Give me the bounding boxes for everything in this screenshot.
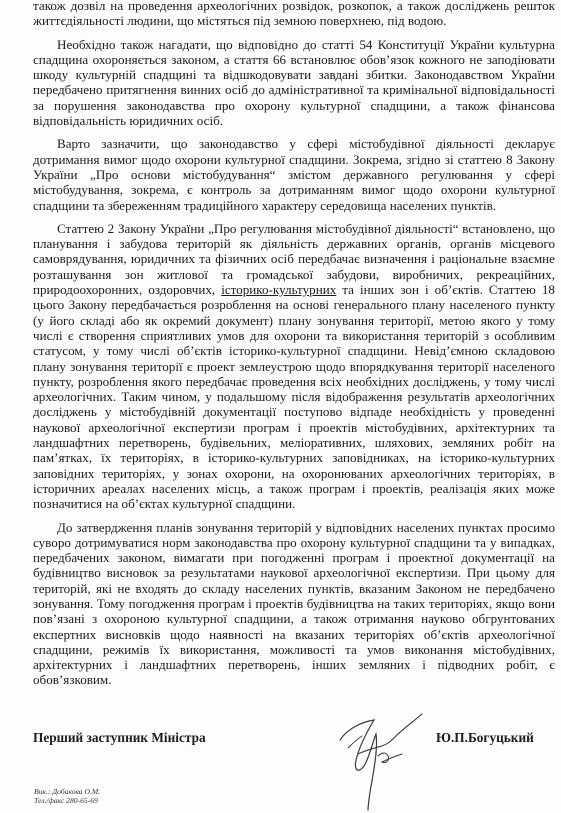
paragraph-4-part-a: Статтею 2 Закону України „Про регулювання містобудівної діяльності“ встановлено, що планування і забудова територій як діяльність державних органів, органів місцевого самоврядування, юридичних та фізичних осіб передбачає визначення і раціональне взаємне розташування зон житлової та громадської забудови, виробничих, рекреаційних, природоохоронних, оздоровчих, — [33, 220, 555, 298]
paragraph-1: також дозвіл на проведення археологічних розвідок, розкопок, а також досліджень решток життєдіяльності людини, що містяться під земною поверхнею, під водою. — [33, 0, 555, 29]
signatory-title: Перший заступник Міністра — [33, 730, 206, 745]
paragraph-4-part-b: та інших зон і об’єктів. Статтею 18 цього Закону передбачається розроблення на основі генерального плану населеного пункту (у його складі або як окремий документ) плану зонування території, метою якого у тому числі є створення сприятливих умов для охорони та використання територій з особливим статусом, у тому числі об’єктів історико-культурної спадщини. Невід’ємною складовою плану зонування території є проект землеустрою щодо впорядкування території населеного пункту, розроблення якого передбачає проведення всіх необхідних досліджень, у тому числі археологічних. Таким чином, у подальшому після відображення результатів археологічних досліджень у містобудівній документації поступово відпаде необхідність у проведенні наукової археологічної експертизи програм і проектів містобудівних, архітектурних та ландшафтних перетворень, будівельних, меліоративних, шляхових, земляних робіт на пам’ятках, їх територіях, в історико-культурних заповідниках, на історико-культурних заповідних територіях, у зонах охорони, на охоронюваних археологічних територіях, в історичних ареалах населених місць, а також програм і проектів, реалізація яких може позначитися на об’єктах культурної спадщини. — [33, 282, 555, 512]
underlined-term: історико-культурних — [221, 282, 337, 298]
executor-phone: Тел./факс 280-65-69 — [34, 796, 98, 805]
signatory-name: Ю.П.Богуцький — [436, 730, 534, 745]
handwritten-signature — [318, 700, 438, 812]
executor-info — [34, 787, 100, 805]
letter-body — [33, 0, 555, 688]
executor-name: Вик.: Добакова О.М. — [34, 787, 101, 796]
paragraph-4 — [33, 221, 555, 512]
paragraph-2: Необхідно також нагадати, що відповідно до статті 54 Конституції України культурна спадщина охороняється законом, а стаття 66 встановлює обов’язок кожного не заподіювати шкоду культурній спадщині та відшкодовувати завдані збитки. Законодавством України передбачено притягнення винних осіб до адміністративної та кримінальної відповідальності за порушення законодавства про охорону культурної спадщини, а також фінансова відповідальність юридичних осіб. — [33, 36, 555, 129]
paragraph-3: Варто зазначити, що законодавство у сфері містобудівної діяльності декларує дотримання вимог щодо охорони культурної спадщини. Зокрема, згідно зі статтею 8 Закону України „Про основи містобудування“ змістом державного регулювання у сфері містобудування, зокрема, є контроль за дотриманням вимог щодо охорони культурної спадщини та збереженням традиційного характеру середовища населених пунктів. — [33, 136, 555, 213]
paragraph-5: До затвердження планів зонування територій у відповідних населених пунктах просимо суворо дотримуватися норм законодавства про охорону культурної спадщини та у випадках, передбачених законом, вимагати при погодженні програм і проектної документації на будівництво висновок за результатами наукової археологічної експертизи. При цьому для територій, які не входять до складу населених пунктів, вказаним Законом не передбачено зонування. Тому погодження програм і проектів будівництва на таких територіях, якщо вони пов’язані з охороною культурної спадщини, а також отримання науково обгрунтованих експертних висновків щодо наявності на вказаних територіях об’єктів археологічної спадщини, режимів їх використання, можливості та умов виконання містобудівних, архітектурних і ландшафтних перетворень, інших земляних і підводних робіт, є обов’язковим. — [33, 519, 555, 688]
